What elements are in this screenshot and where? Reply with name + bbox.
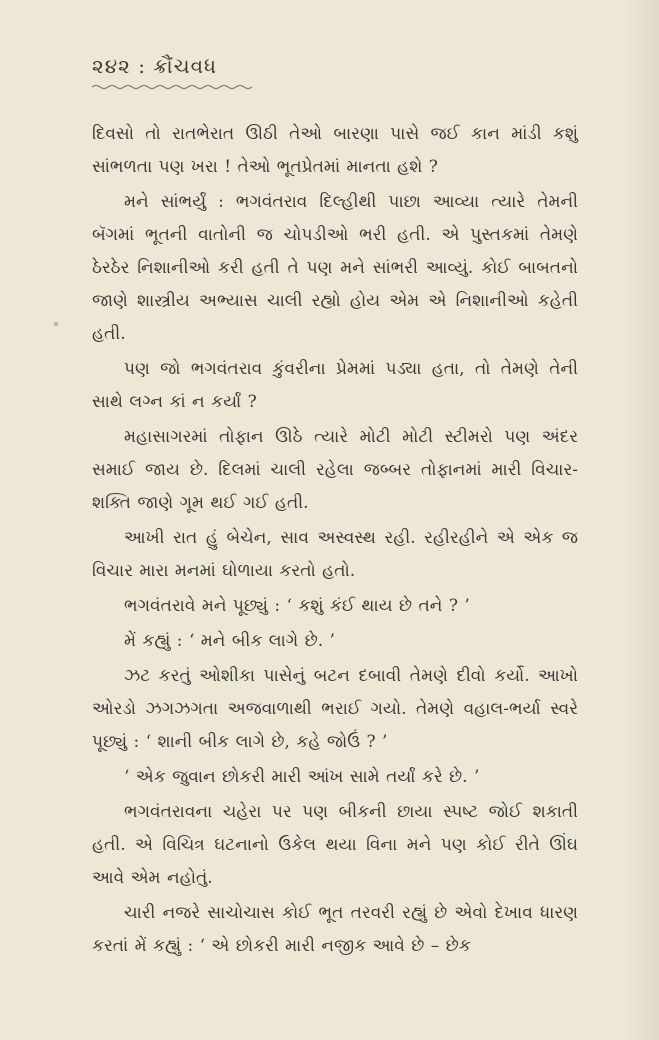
paragraph: ચારી નજરે સાચોચાસ કોઈ ભૂત તરવરી રહ્યું છે એવો દેખાવ ધારણ કરતાં મેં કહ્યું : ‘ એ છોકરી મારી નજીક આવે છે – છેક bbox=[92, 903, 578, 956]
paragraph: આખી રાત હું બેચેન, સાવ અસ્વસ્થ રહી. રહીરહીને એ એક જ વિચાર મારા મનમાં ઘોળાયા કરતો હતો. bbox=[92, 528, 578, 581]
dialogue-line: મેં કહ્યું : ‘ મને બીક લાગે છે. ’ bbox=[124, 631, 335, 651]
dialogue-line: ભગવંતરાવે મને પૂછ્યું : ‘ કશું કંઈ થાય છે તને ? ’ bbox=[124, 596, 470, 616]
paragraph: ભગવંતરાવના ચહેરા પર પણ બીકની છાયા સ્પષ્ટ જોઈ શકાતી હતી. એ વિચિત્ર ઘટનાનો ઉકેલ થયા વિના મને પણ કોઈ રીતે ઊંઘ આવે એમ નહોતું. bbox=[92, 802, 578, 888]
paragraph: મને સાંભર્યું : ભગવંતરાવ દિલ્હીથી પાછા આવ્યા ત્યારે તેમની બૅગમાં ભૂતની વાતોની જ ચોપડીઓ ભરી હતી. એ પુસ્તકમાં તેમણે ઠેરઠેર નિશાનીઓ કરી હતી તે પણ મને સાંભરી આવ્યું. કોઈ બાબતનો જાણે શાસ્ત્રીય અભ્યાસ ચાલી રહ્યો હોય એમ એ નિશાનીઓ કહેતી હતી. bbox=[92, 192, 578, 344]
page-edge-shadow bbox=[625, 0, 659, 1040]
running-head: ૨૪૨ : ક્રૌંચવધ bbox=[92, 54, 218, 78]
body-text bbox=[92, 118, 578, 965]
margin-speck bbox=[54, 322, 58, 326]
paragraph: ઝટ કરતું ઓશીકા પાસેનું બટન દબાવી તેમણે દીવો કર્યો. આખો ઓરડો ઝગઝગતા અજવાળાથી ભરાઈ ગયો. તેમણે વહાલ-ભર્યા સ્વરે પૂછ્યું : ‘ શાની બીક લાગે છે, કહે જોઉં ? ’ bbox=[92, 666, 578, 752]
dialogue-line: ‘ એક જુવાન છોકરી મારી આંખ સામે તર્યાં કરે છે. ’ bbox=[124, 767, 480, 787]
paragraph: દિવસો તો રાતભેરાત ઊઠી તેઓ બારણા પાસે જઈ કાન માંડી કશું સાંભળતા પણ ખરા ! તેઓ ભૂતપ્રેતમાં માનતા હશે ? bbox=[92, 124, 578, 177]
paragraph: મહાસાગરમાં તોફાન ઊઠે ત્યારે મોટી મોટી સ્ટીમરો પણ અંદર સમાઈ જાય છે. દિલમાં ચાલી રહેલા જબ્બર તોફાનમાં મારી વિચાર-શક્તિ જાણે ગૂમ થઈ ગઈ હતી. bbox=[92, 427, 578, 513]
decorative-wavy-underline bbox=[92, 84, 254, 90]
paragraph: પણ જો ભગવંતરાવ કુંવરીના પ્રેમમાં પડ્યા હતા, તો તેમણે તેની સાથે લગ્ન કાં ન કર્યાં ? bbox=[92, 359, 578, 412]
